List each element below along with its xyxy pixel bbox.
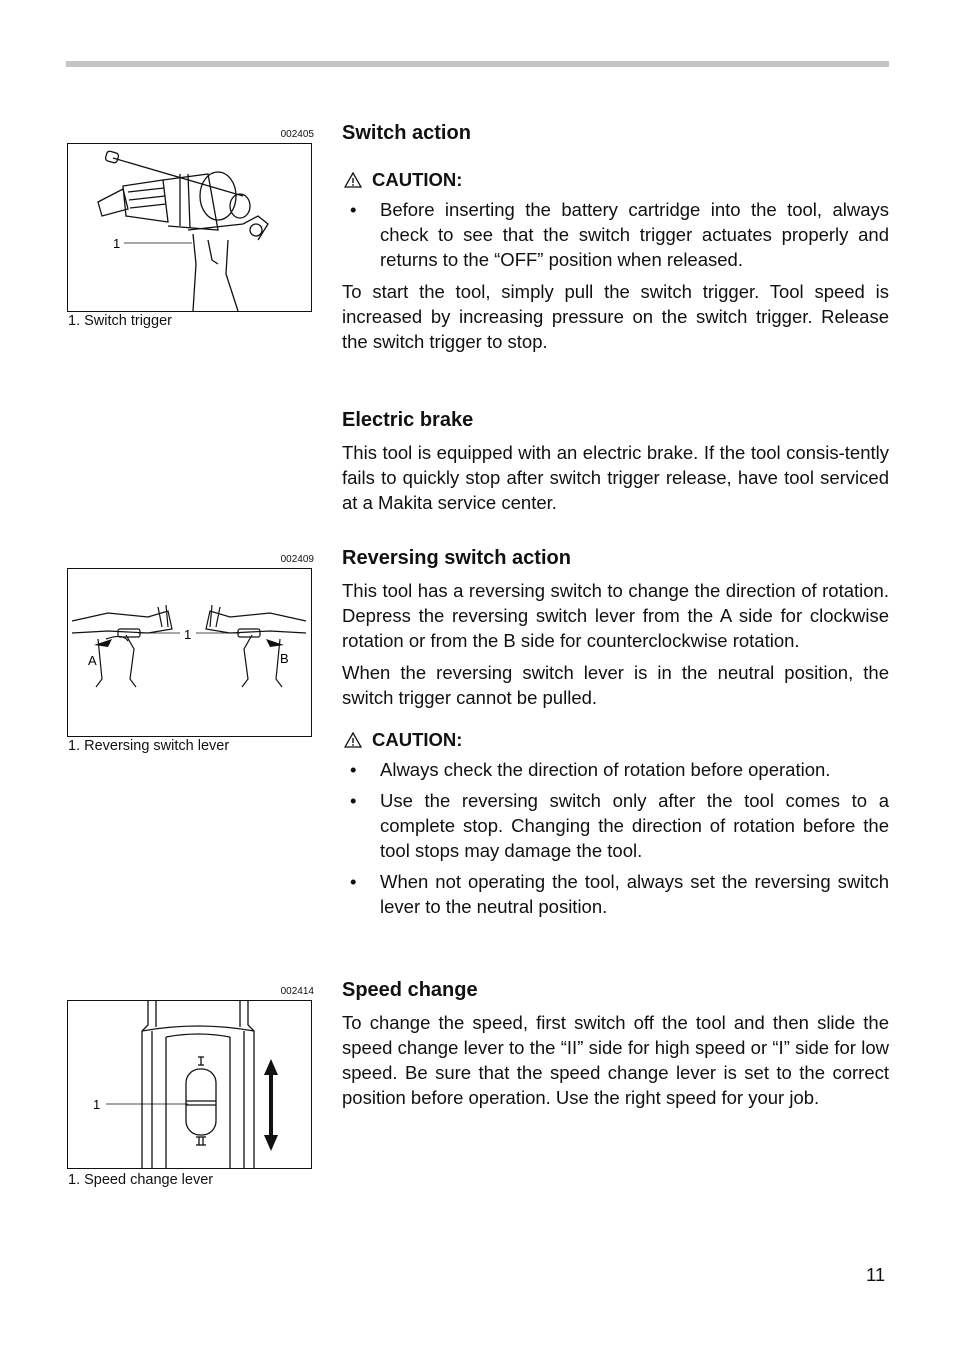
list-item: • Always check the direction of rotation before operation. [342,757,889,782]
caution-list [342,757,889,919]
paragraph: To start the tool, simply pull the switch trigger. Tool speed is increased by increasing pressure on the switch trigger. Release the switch trigger to stop. [342,281,889,352]
switch-trigger-figure [67,143,312,312]
section-heading: Reversing switch action [342,547,571,569]
reversing-switch-caption: 1. Reversing switch lever [68,738,230,754]
callout-a: A [88,653,97,668]
reversing-switch-figure [67,568,312,737]
list-item: • Before inserting the battery cartridge into the tool, always check to see that the switch trigger actuates properly and returns to the “OFF” position when released. [342,197,889,272]
reversing-switch-section [342,547,889,919]
warning-triangle-icon [344,732,362,748]
electric-brake-section [342,409,889,515]
reversing-lever-illustration [68,569,311,736]
paragraph: This tool has a reversing switch to change the direction of rotation. Depress the reversing switch lever from the A side for clockwise rotation or from the B side for counterclockwise rotation. [342,580,889,651]
warning-triangle-icon [344,172,362,188]
callout-1: 1 [184,627,192,642]
speed-change-caption: 1. Speed change lever [68,1172,214,1188]
list-item: • When not operating the tool, always set the reversing switch lever to the neutral position. [342,869,889,919]
figure-code: 002405 [280,129,314,140]
page-number: 11 [866,1264,886,1285]
paragraph: To change the speed, first switch off the tool and then slide the speed change lever to the “II” side for high speed or “I” side for low speed. Be sure that the speed change lever is set to the correct position before operation. Use the right speed for your job. [342,1012,889,1108]
figure-code: 002414 [280,986,314,997]
speed-change-section [342,979,889,1110]
callout-1: 1 [113,236,121,251]
switch-trigger-caption: 1. Switch trigger [68,313,172,329]
section-heading: Switch action [342,122,471,144]
caution-label: CAUTION: [342,169,889,191]
speed-lever-illustration [68,1001,311,1168]
caution-label: CAUTION: [342,729,889,751]
drill-illustration [68,144,311,311]
caution-list [342,197,889,272]
section-heading: Electric brake [342,409,474,431]
callout-1: 1 [93,1097,101,1112]
figure-code: 002409 [280,554,314,565]
speed-change-figure [67,1000,312,1169]
callout-b: B [280,651,289,666]
list-item: • Use the reversing switch only after the tool comes to a complete stop. Changing the direction of rotation before the tool stops may damage the tool. [342,788,889,863]
paragraph: This tool is equipped with an electric brake. If the tool consis-tently fails to quickly stop after switch trigger release, have tool serviced at a Makita service center. [342,442,889,513]
section-heading: Speed change [342,979,478,1001]
header-rule [66,61,889,67]
paragraph: When the reversing switch lever is in the neutral position, the switch trigger cannot be pulled. [342,662,889,708]
switch-action-section [342,122,889,354]
